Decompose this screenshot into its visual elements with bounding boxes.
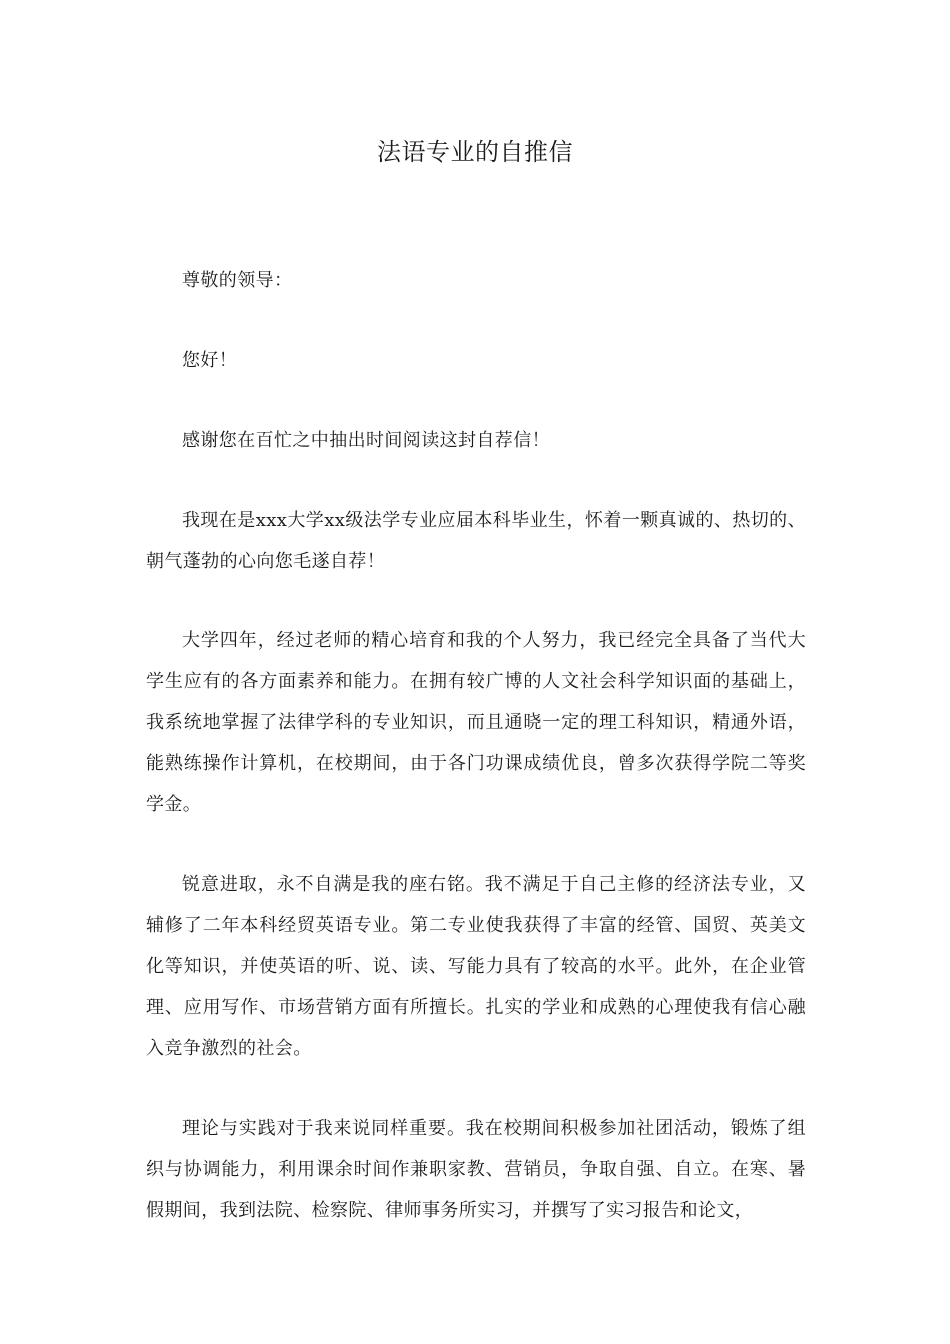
ambition-paragraph: 锐意进取，永不自满是我的座右铭。我不满足于自己主修的经济法专业，又辅修了二年本科经贸英语专业。第二专业使我获得了丰富的经管、国贸、英美文化等知识，并使英语的听、说、读、写能力具有了较高的水平。此外，在企业管理、应用写作、市场营销方面有所擅长。扎实的学业和成熟的心理使我有信心融入竞争激烈的社会。 — [146, 874, 806, 1059]
introduction-paragraph: 我现在是xxx大学xx级法学专业应届本科毕业生，怀着一颗真诚的、热切的、朝气蓬勃的心向您毛遂自荐！ — [146, 510, 806, 572]
practice-paragraph: 理论与实践对于我来说同样重要。我在校期间积极参加社团活动，锻炼了组织与协调能力，利用课余时间作兼职家教、营销员，争取自强、自立。在寒、暑假期间，我到法院、检察院、律师事务所实习，并撰写了实习报告和论文， — [146, 1118, 806, 1221]
salutation-paragraph: 尊敬的领导： — [182, 270, 293, 291]
thanks-paragraph: 感谢您在百忙之中抽出时间阅读这封自荐信！ — [182, 430, 550, 451]
greeting-paragraph: 您好！ — [182, 350, 238, 371]
document-title: 法语专业的自推信 — [377, 138, 573, 166]
study-paragraph: 大学四年，经过老师的精心培育和我的个人努力，我已经完全具备了当代大学生应有的各方面素养和能力。在拥有较广博的人文社会科学知识面的基础上，我系统地掌握了法律学科的专业知识，而且通晓一定的理工科知识，精通外语，能熟练操作计算机，在校期间，由于各门功课成绩优良，曾多次获得学院二等奖学金。 — [146, 630, 806, 815]
